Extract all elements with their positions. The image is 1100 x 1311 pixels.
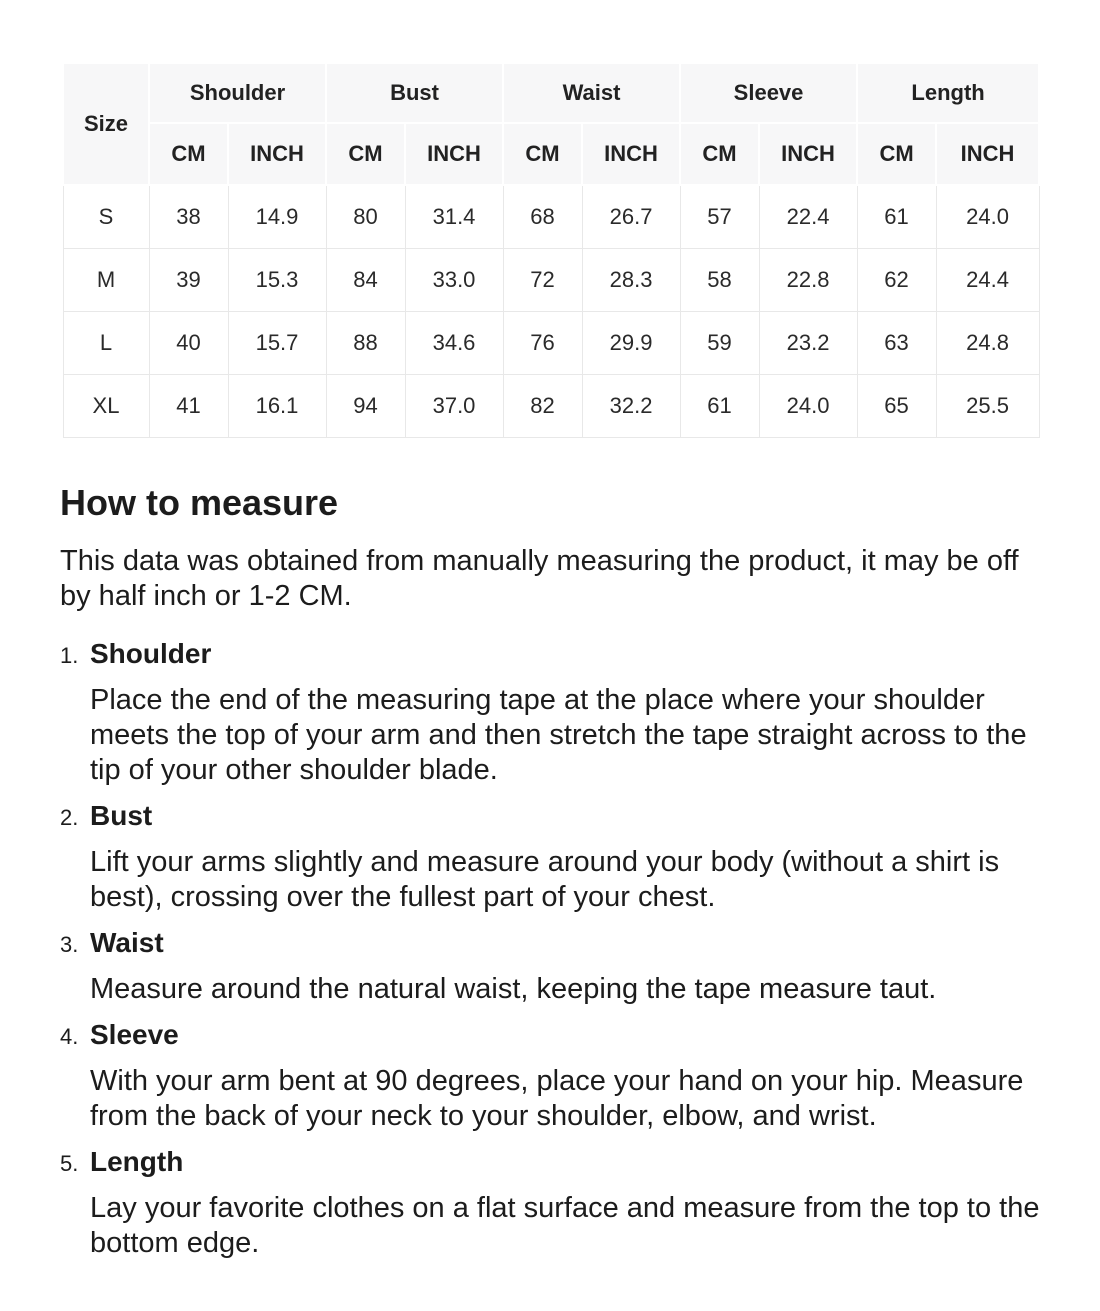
unit-header-inch: INCH	[405, 123, 503, 185]
step-number: 2.	[60, 804, 79, 830]
value-cell: 65	[857, 374, 936, 437]
step-term-label: Sleeve	[90, 1018, 179, 1050]
measure-step-sleeve	[60, 1017, 1041, 1134]
unit-header-inch: INCH	[759, 123, 857, 185]
value-cell: 24.0	[759, 374, 857, 437]
size-row-l	[63, 311, 1039, 374]
value-cell: 61	[857, 185, 936, 248]
value-cell: 28.3	[582, 248, 680, 311]
value-cell: 84	[326, 248, 405, 311]
measure-step-length	[60, 1144, 1041, 1261]
how-to-measure-title: How to measure	[60, 481, 339, 523]
unit-header-row	[63, 123, 1039, 185]
step-term	[60, 925, 1041, 962]
unit-header-cm: CM	[680, 123, 759, 185]
column-header-length: Length	[857, 63, 1039, 123]
value-cell: 76	[503, 311, 582, 374]
value-cell: 33.0	[405, 248, 503, 311]
step-term	[60, 636, 1041, 673]
value-cell: 58	[680, 248, 759, 311]
value-cell: 37.0	[405, 374, 503, 437]
size-cell: S	[63, 185, 149, 248]
value-cell: 68	[503, 185, 582, 248]
column-header-bust: Bust	[326, 63, 503, 123]
size-cell: XL	[63, 374, 149, 437]
value-cell: 62	[857, 248, 936, 311]
step-term	[60, 1144, 1041, 1181]
column-header-sleeve: Sleeve	[680, 63, 857, 123]
unit-header-inch: INCH	[936, 123, 1039, 185]
value-cell: 24.4	[936, 248, 1039, 311]
value-cell: 22.8	[759, 248, 857, 311]
value-cell: 15.3	[228, 248, 326, 311]
value-cell: 57	[680, 185, 759, 248]
measure-disclaimer-text: This data was obtained from manually measuring the product, it may be off by half inch or 1-2 CM.	[60, 544, 1019, 612]
value-cell: 59	[680, 311, 759, 374]
step-term	[60, 1017, 1041, 1054]
measurement-group-row	[63, 63, 1039, 123]
value-cell: 38	[149, 185, 228, 248]
value-cell: 61	[680, 374, 759, 437]
step-number: 3.	[60, 931, 79, 957]
step-term-label: Length	[90, 1145, 184, 1177]
value-cell: 72	[503, 248, 582, 311]
measure-steps-list	[60, 636, 1041, 1261]
measure-step-shoulder	[60, 636, 1041, 788]
value-cell: 80	[326, 185, 405, 248]
size-chart-header	[63, 63, 1039, 185]
size-column-header: Size	[63, 63, 149, 185]
measure-step-waist	[60, 925, 1041, 1007]
value-cell: 94	[326, 374, 405, 437]
value-cell: 34.6	[405, 311, 503, 374]
step-description: Lift your arms slightly and measure around your body (without a shirt is best), crossing over the fullest part of your chest.	[90, 845, 1000, 913]
value-cell: 14.9	[228, 185, 326, 248]
value-cell: 25.5	[936, 374, 1039, 437]
step-description: Place the end of the measuring tape at the place where your shoulder meets the top of your arm and then stretch the tape straight across to the tip of your other shoulder blade.	[90, 683, 1027, 786]
step-description: Measure around the natural waist, keeping the tape measure taut.	[90, 972, 937, 1005]
size-row-s	[63, 185, 1039, 248]
measure-step-bust	[60, 798, 1041, 915]
unit-header-cm: CM	[149, 123, 228, 185]
size-chart-body	[63, 185, 1039, 437]
value-cell: 29.9	[582, 311, 680, 374]
value-cell: 22.4	[759, 185, 857, 248]
value-cell: 39	[149, 248, 228, 311]
value-cell: 24.8	[936, 311, 1039, 374]
column-header-shoulder: Shoulder	[149, 63, 326, 123]
step-description: Lay your favorite clothes on a flat surface and measure from the top to the bottom edge.	[90, 1191, 1040, 1259]
value-cell: 15.7	[228, 311, 326, 374]
step-description: With your arm bent at 90 degrees, place your hand on your hip. Measure from the back of your neck to your shoulder, elbow, and wrist.	[90, 1064, 1024, 1132]
column-header-waist: Waist	[503, 63, 680, 123]
size-cell: L	[63, 311, 149, 374]
step-term-label: Shoulder	[90, 637, 212, 669]
value-cell: 16.1	[228, 374, 326, 437]
unit-header-inch: INCH	[582, 123, 680, 185]
step-term-label: Waist	[90, 926, 164, 958]
value-cell: 23.2	[759, 311, 857, 374]
step-term-label: Bust	[90, 799, 153, 831]
step-number: 1.	[60, 642, 79, 668]
unit-header-inch: INCH	[228, 123, 326, 185]
unit-header-cm: CM	[857, 123, 936, 185]
value-cell: 31.4	[405, 185, 503, 248]
size-row-m	[63, 248, 1039, 311]
unit-header-cm: CM	[326, 123, 405, 185]
value-cell: 88	[326, 311, 405, 374]
step-number: 5.	[60, 1150, 79, 1176]
size-chart-table	[62, 62, 1040, 438]
value-cell: 26.7	[582, 185, 680, 248]
step-number: 4.	[60, 1023, 79, 1049]
value-cell: 41	[149, 374, 228, 437]
step-term	[60, 798, 1041, 835]
value-cell: 24.0	[936, 185, 1039, 248]
value-cell: 32.2	[582, 374, 680, 437]
value-cell: 82	[503, 374, 582, 437]
value-cell: 63	[857, 311, 936, 374]
unit-header-cm: CM	[503, 123, 582, 185]
value-cell: 40	[149, 311, 228, 374]
size-cell: M	[63, 248, 149, 311]
size-row-xl	[63, 374, 1039, 437]
